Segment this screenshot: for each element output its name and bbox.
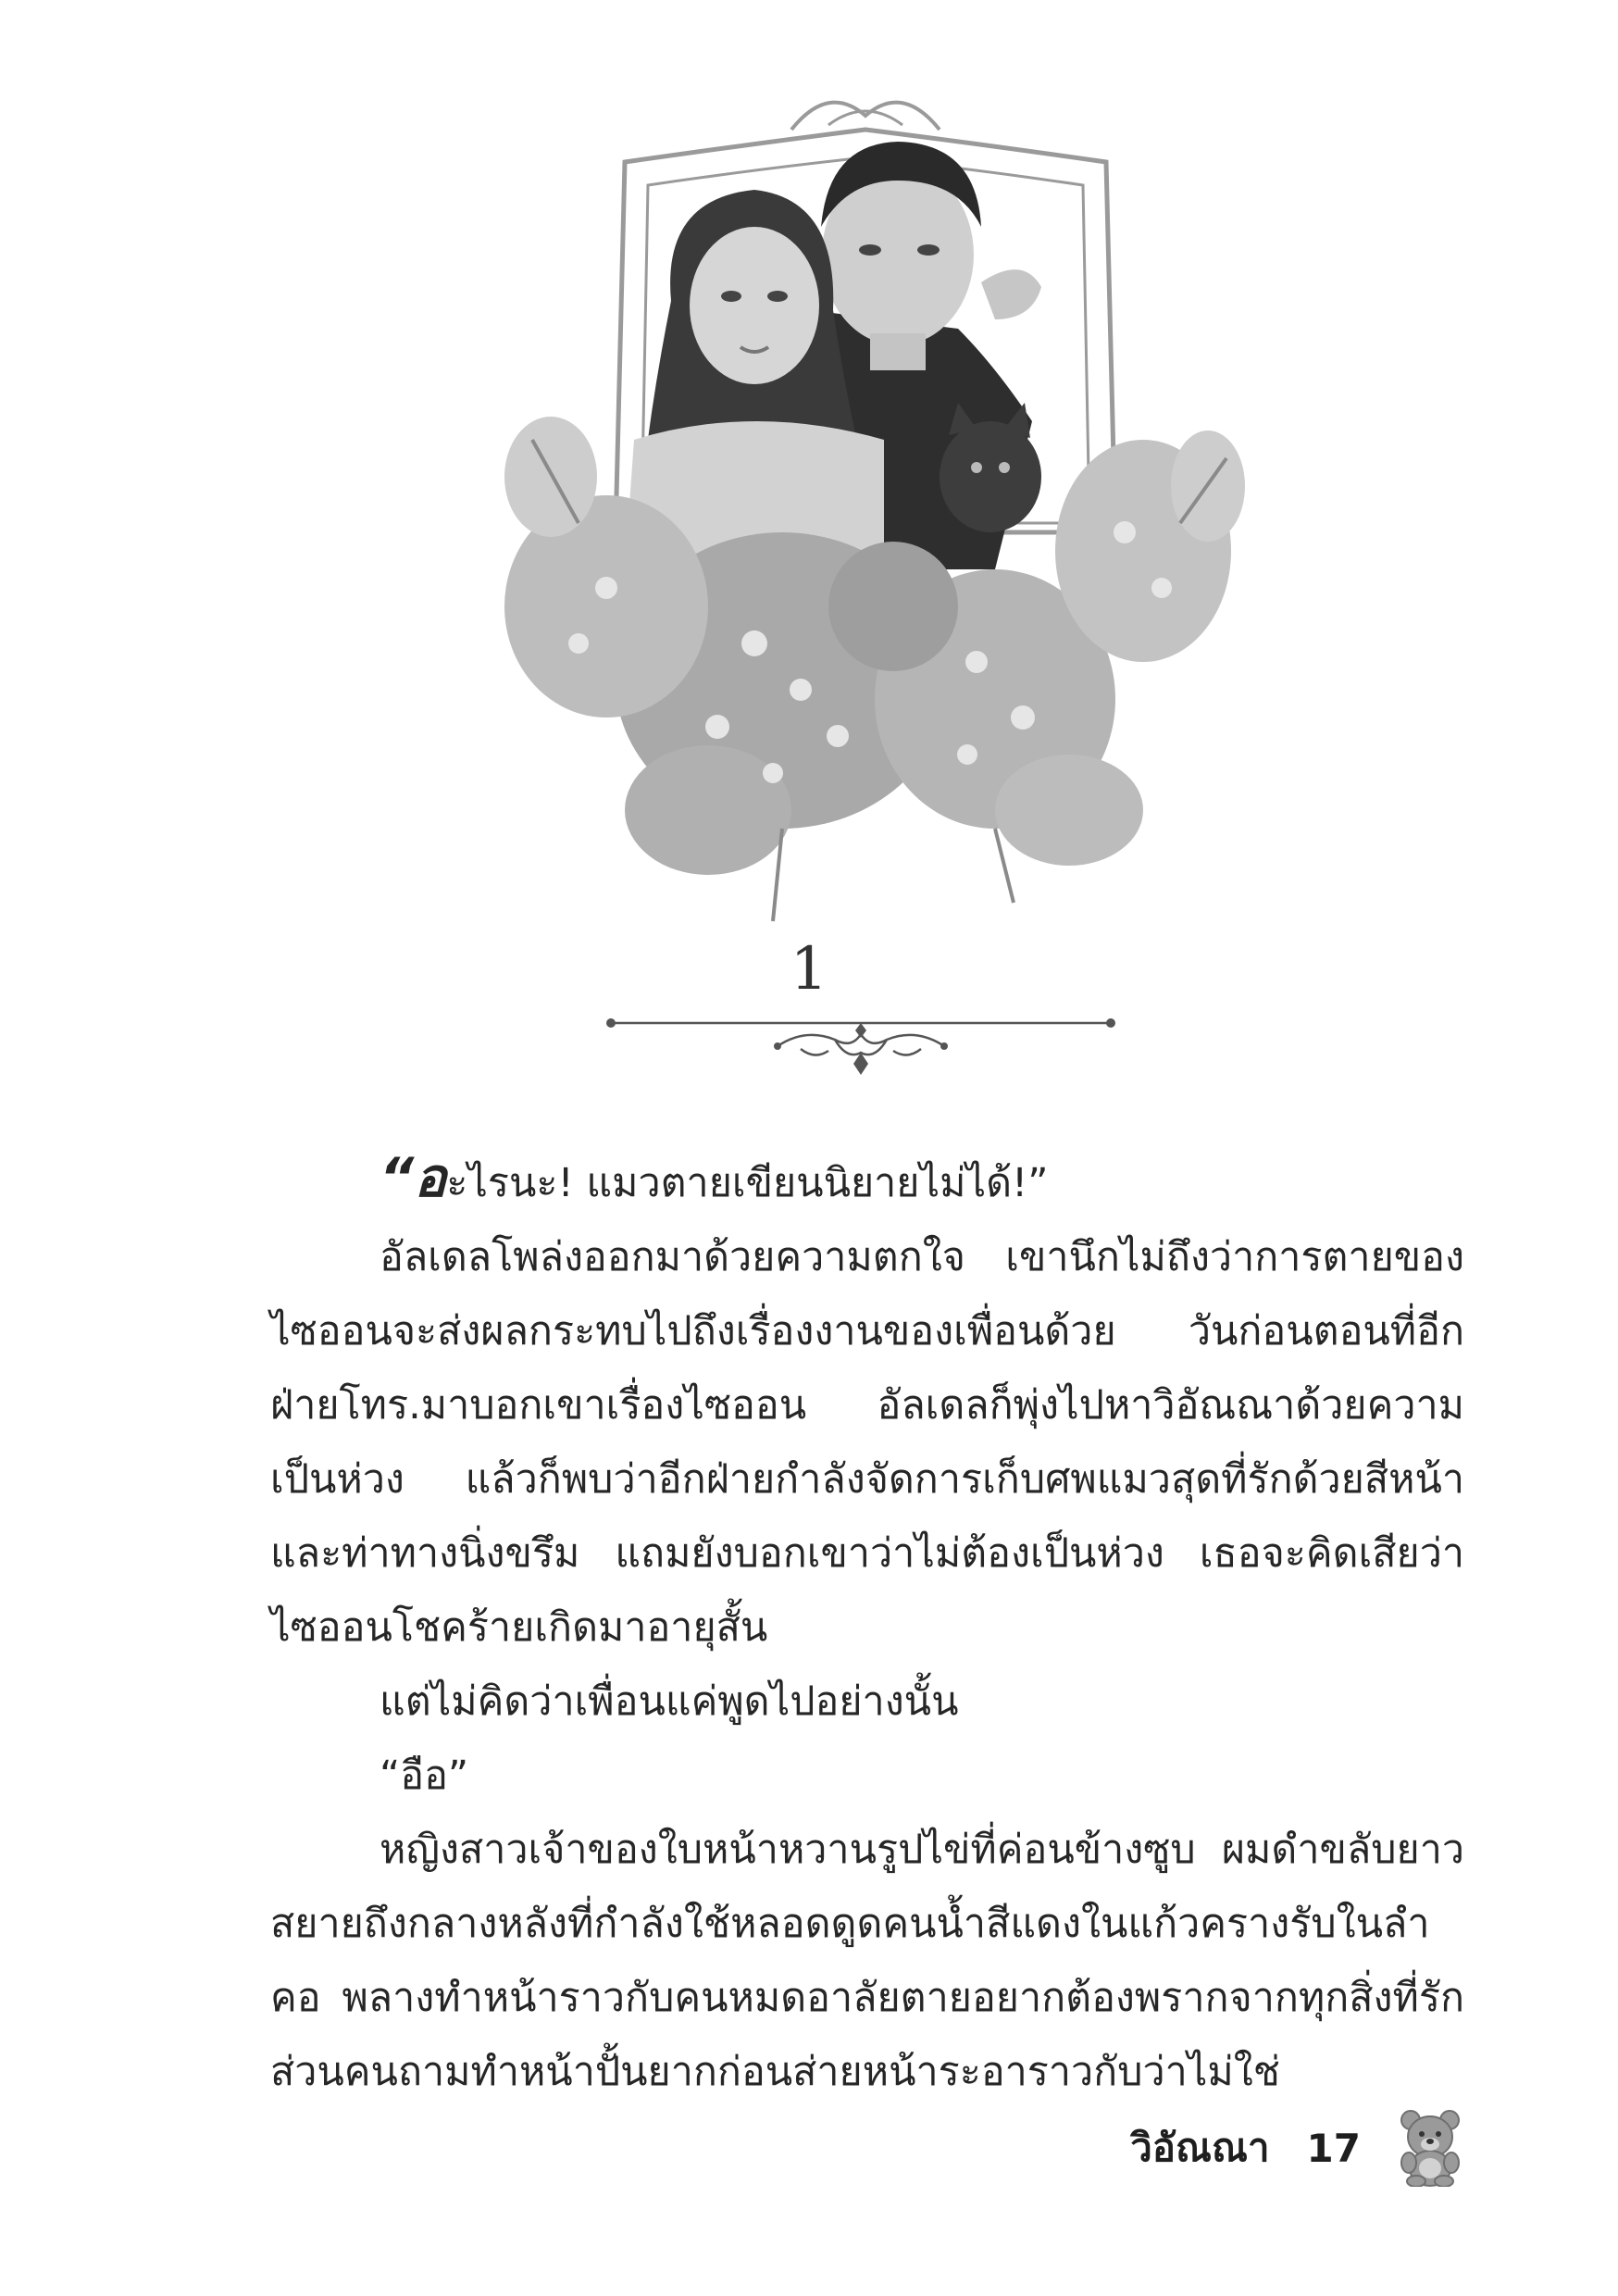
teddy-bear-icon bbox=[1398, 2109, 1462, 2187]
chapter-illustration bbox=[477, 88, 1254, 940]
dropcap: “อ bbox=[380, 1146, 447, 1209]
opening-rest: ะไรนะ! แมวตายเขียนนิยายไม่ได้!” bbox=[446, 1160, 1049, 1206]
page-number: 17 bbox=[1306, 2125, 1361, 2171]
ornamental-divider-icon bbox=[592, 995, 1129, 1079]
chapter-number: 1 bbox=[790, 935, 828, 1004]
couple-with-cat-and-flowers-illustration bbox=[477, 88, 1254, 940]
paragraph-4: หญิงสาวเจ้าของใบหน้าหวานรูปไข่ที่ค่อนข้างซูบ ผมดำขลับยาวสยายถึงกลางหลังที่กำลังใช้หลอดดูดคนน้ำสีแดงในแก้วครางรับในลำคอ พลางทำหน้าราวกับคนหมดอาลัยตายอยากต้องพรากจากทุกสิ่งที่รัก ส่วนคนถามทำหน้าปั้นยากก่อนส่ายหน้าระอาราวกับว่าไม่ใช่ bbox=[270, 1827, 1464, 2095]
opening-line bbox=[270, 1141, 1464, 1220]
paragraph-1: อัลเดลโพล่งออกมาด้วยความตกใจ เขานึกไม่ถึงว่าการตายของไซออนจะส่งผลกระทบไปถึงเรื่องงานของเพื่อนด้วย วันก่อนตอนที่อีกฝ่ายโทร.มาบอกเขาเรื่องไซออน อัลเดลก็พุ่งไปหาวิอัณณาด้วยความเป็นห่วง แล้วก็พบว่าอีกฝ่ายกำลังจัดการเก็บศพแมวสุดที่รักด้วยสีหน้าและท่าทางนิ่งขรึม แถมยังบอกเขาว่าไม่ต้องเป็นห่วง เธอจะคิดเสียว่าไซออนโชคร้ายเกิดมาอายุสั้น bbox=[270, 1234, 1464, 1651]
paragraph-2: แต่ไม่คิดว่าเพื่อนแค่พูดไปอย่างนั้น bbox=[380, 1678, 959, 1725]
paragraph-3: “อือ” bbox=[380, 1753, 469, 1799]
chapter-body bbox=[270, 1141, 1464, 2109]
page-footer bbox=[1130, 2102, 1462, 2194]
footer-author: วิอัณณา bbox=[1130, 2125, 1270, 2170]
